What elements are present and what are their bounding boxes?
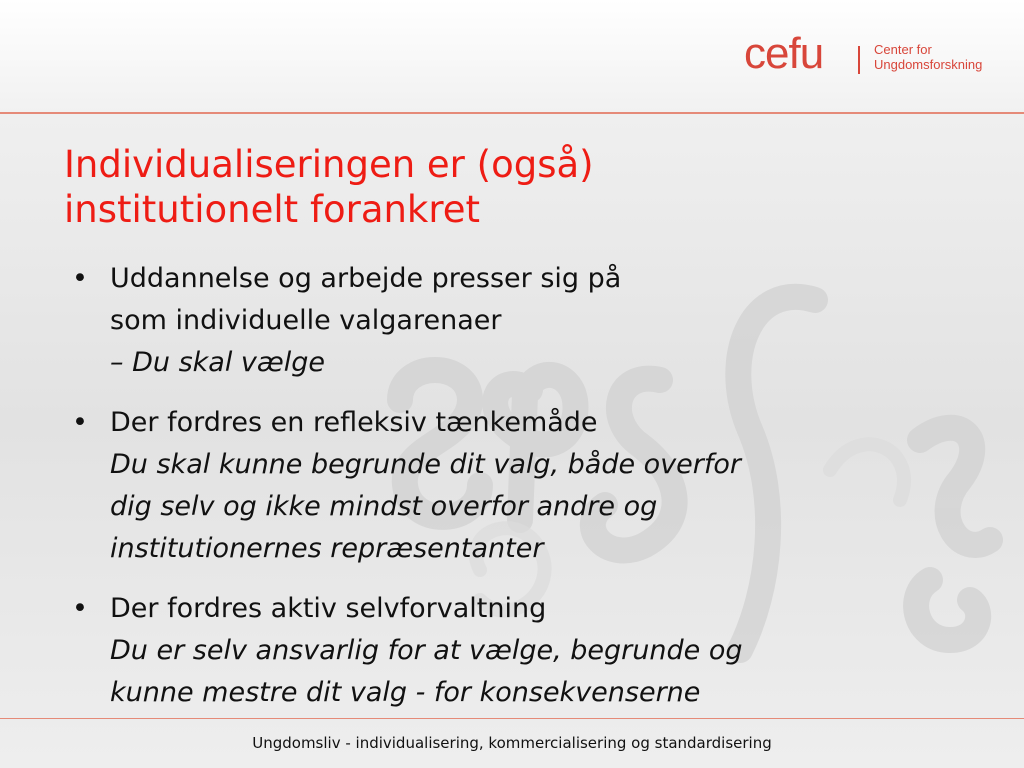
bullet-list bbox=[72, 258, 972, 732]
slide-title-line-2: institutionelt forankret bbox=[64, 188, 481, 231]
footer-divider bbox=[0, 718, 1024, 719]
bullet-emphasis-text: kunne mestre dit valg - for konsekvenserne bbox=[110, 677, 701, 708]
bullet-item bbox=[72, 402, 972, 570]
bullet-emphasis-text: institutionernes repræsentanter bbox=[110, 533, 544, 564]
slide-title bbox=[64, 142, 964, 232]
bullet-emphasis-text: dig selv og ikke mindst overfor andre og bbox=[110, 491, 658, 522]
bullet-marker: • bbox=[72, 593, 88, 624]
logo-separator bbox=[858, 46, 860, 74]
bullet-emphasis-text: – Du skal vælge bbox=[110, 347, 325, 378]
header-band bbox=[0, 0, 1024, 112]
bullet-item bbox=[72, 258, 972, 384]
bullet-marker: • bbox=[72, 407, 88, 438]
bullet-marker: • bbox=[72, 263, 88, 294]
bullet-text: Der fordres aktiv selvforvaltning bbox=[110, 593, 547, 624]
bullet-item bbox=[72, 588, 972, 714]
slide-title-line-1: Individualiseringen er (også) bbox=[64, 143, 594, 186]
bullet-text: Der fordres en refleksiv tænkemåde bbox=[110, 407, 598, 438]
logo-org-line-1: Center for bbox=[874, 42, 932, 57]
bullet-text: Uddannelse og arbejde presser sig på bbox=[110, 263, 622, 294]
logo-wordmark: cefu bbox=[744, 29, 824, 78]
logo-org-line-2: Ungdomsforskning bbox=[874, 57, 983, 72]
bullet-emphasis-text: Du skal kunne begrunde dit valg, både overfor bbox=[110, 449, 742, 480]
logo-org-name bbox=[874, 42, 982, 72]
bullet-emphasis-text: Du er selv ansvarlig for at vælge, begrunde og bbox=[110, 635, 743, 666]
slide-footer: Ungdomsliv - individualisering, kommercialisering og standardisering bbox=[252, 734, 772, 752]
header-divider bbox=[0, 112, 1024, 114]
bullet-text: som individuelle valgarenaer bbox=[110, 305, 502, 336]
